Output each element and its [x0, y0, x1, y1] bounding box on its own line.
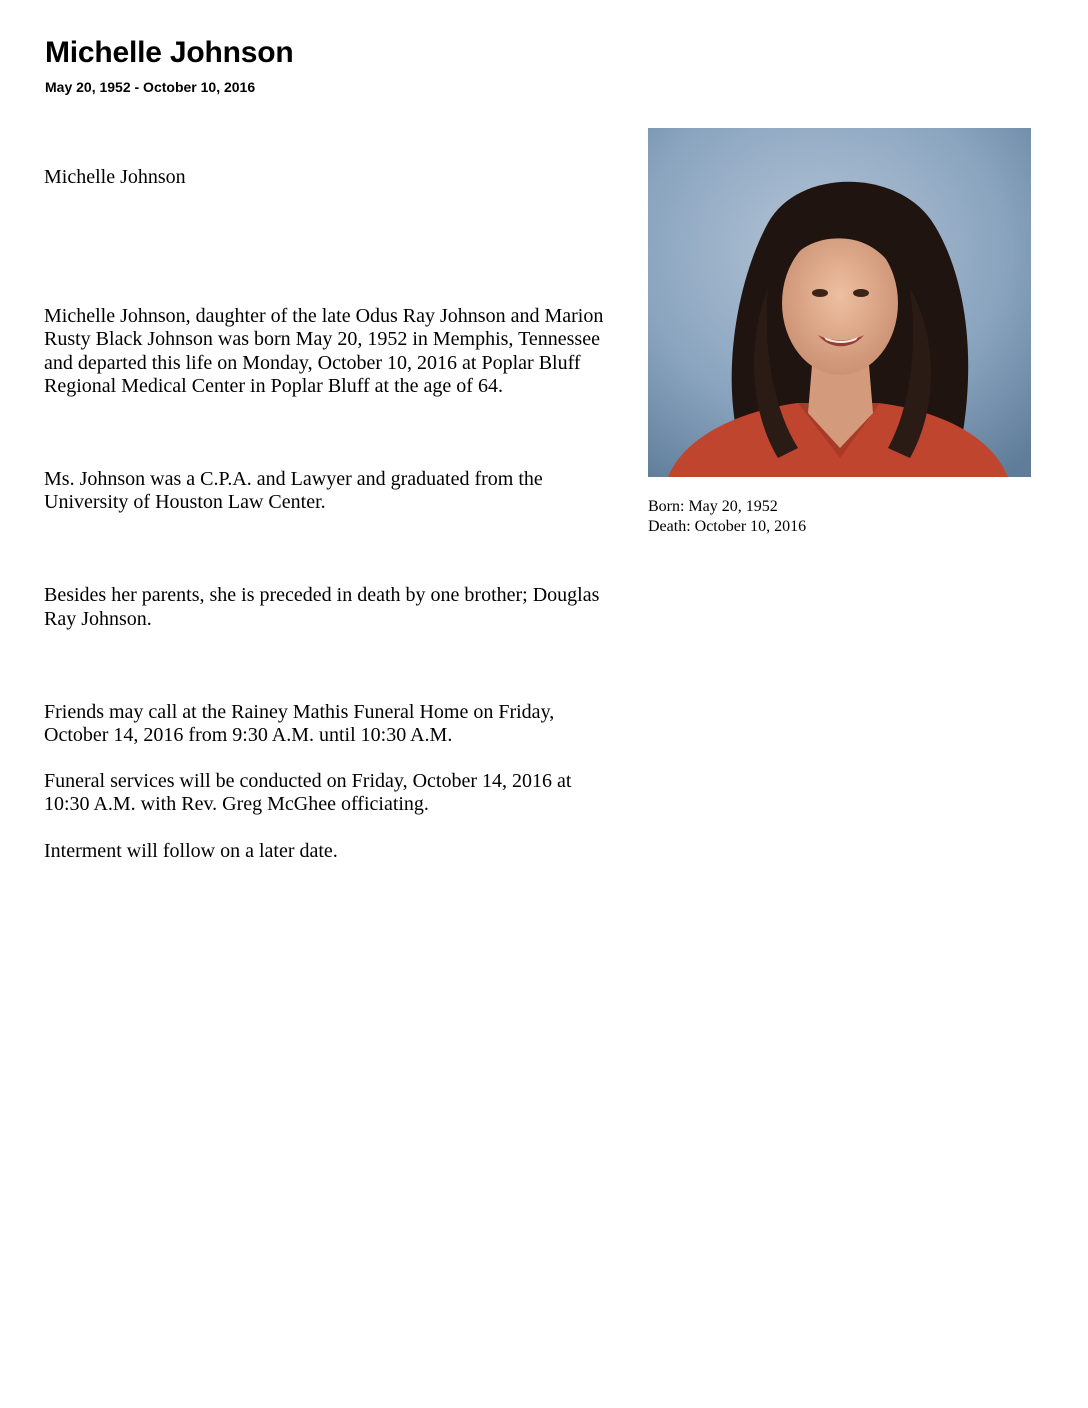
obituary-paragraph-career: Ms. Johnson was a C.P.A. and Lawyer and graduated from the University of Houston Law Center. [44, 468, 543, 514]
obituary-name-line: Michelle Johnson [44, 166, 186, 188]
obituary-header [45, 34, 294, 96]
born-date: Born: May 20, 1952 [648, 498, 778, 515]
obituary-body [44, 166, 604, 863]
life-vitals [648, 497, 806, 537]
obituary-paragraph-family: Besides her parents, she is preceded in death by one brother; Douglas Ray Johnson. [44, 584, 600, 630]
life-dates: May 20, 1952 - October 10, 2016 [45, 79, 256, 95]
obituary-paragraph-biography: Michelle Johnson, daughter of the late Odus Ray Johnson and Marion Rusty Black Johnson was born May 20, 1952 in Memphis, Tennessee and departed this life on Monday, October 10, 2016 at Poplar Bluff Regional Medical Center in Poplar Bluff at the age of 64. [44, 305, 604, 397]
death-date: Death: October 10, 2016 [648, 518, 807, 535]
obituary-paragraph-visitation: Friends may call at the Rainey Mathis Funeral Home on Friday, October 14, 2016 from 9:30 A.M. until 10:30 A.M. [44, 700, 555, 747]
obituary-paragraph-interment: Interment will follow on a later date. [44, 839, 338, 862]
page-title: Michelle Johnson [45, 36, 294, 69]
portrait-photo [648, 128, 1031, 477]
obituary-paragraph-funeral: Funeral services will be conducted on Friday, October 14, 2016 at 10:30 A.M. with Rev. Greg McGhee officiating. [44, 770, 572, 816]
